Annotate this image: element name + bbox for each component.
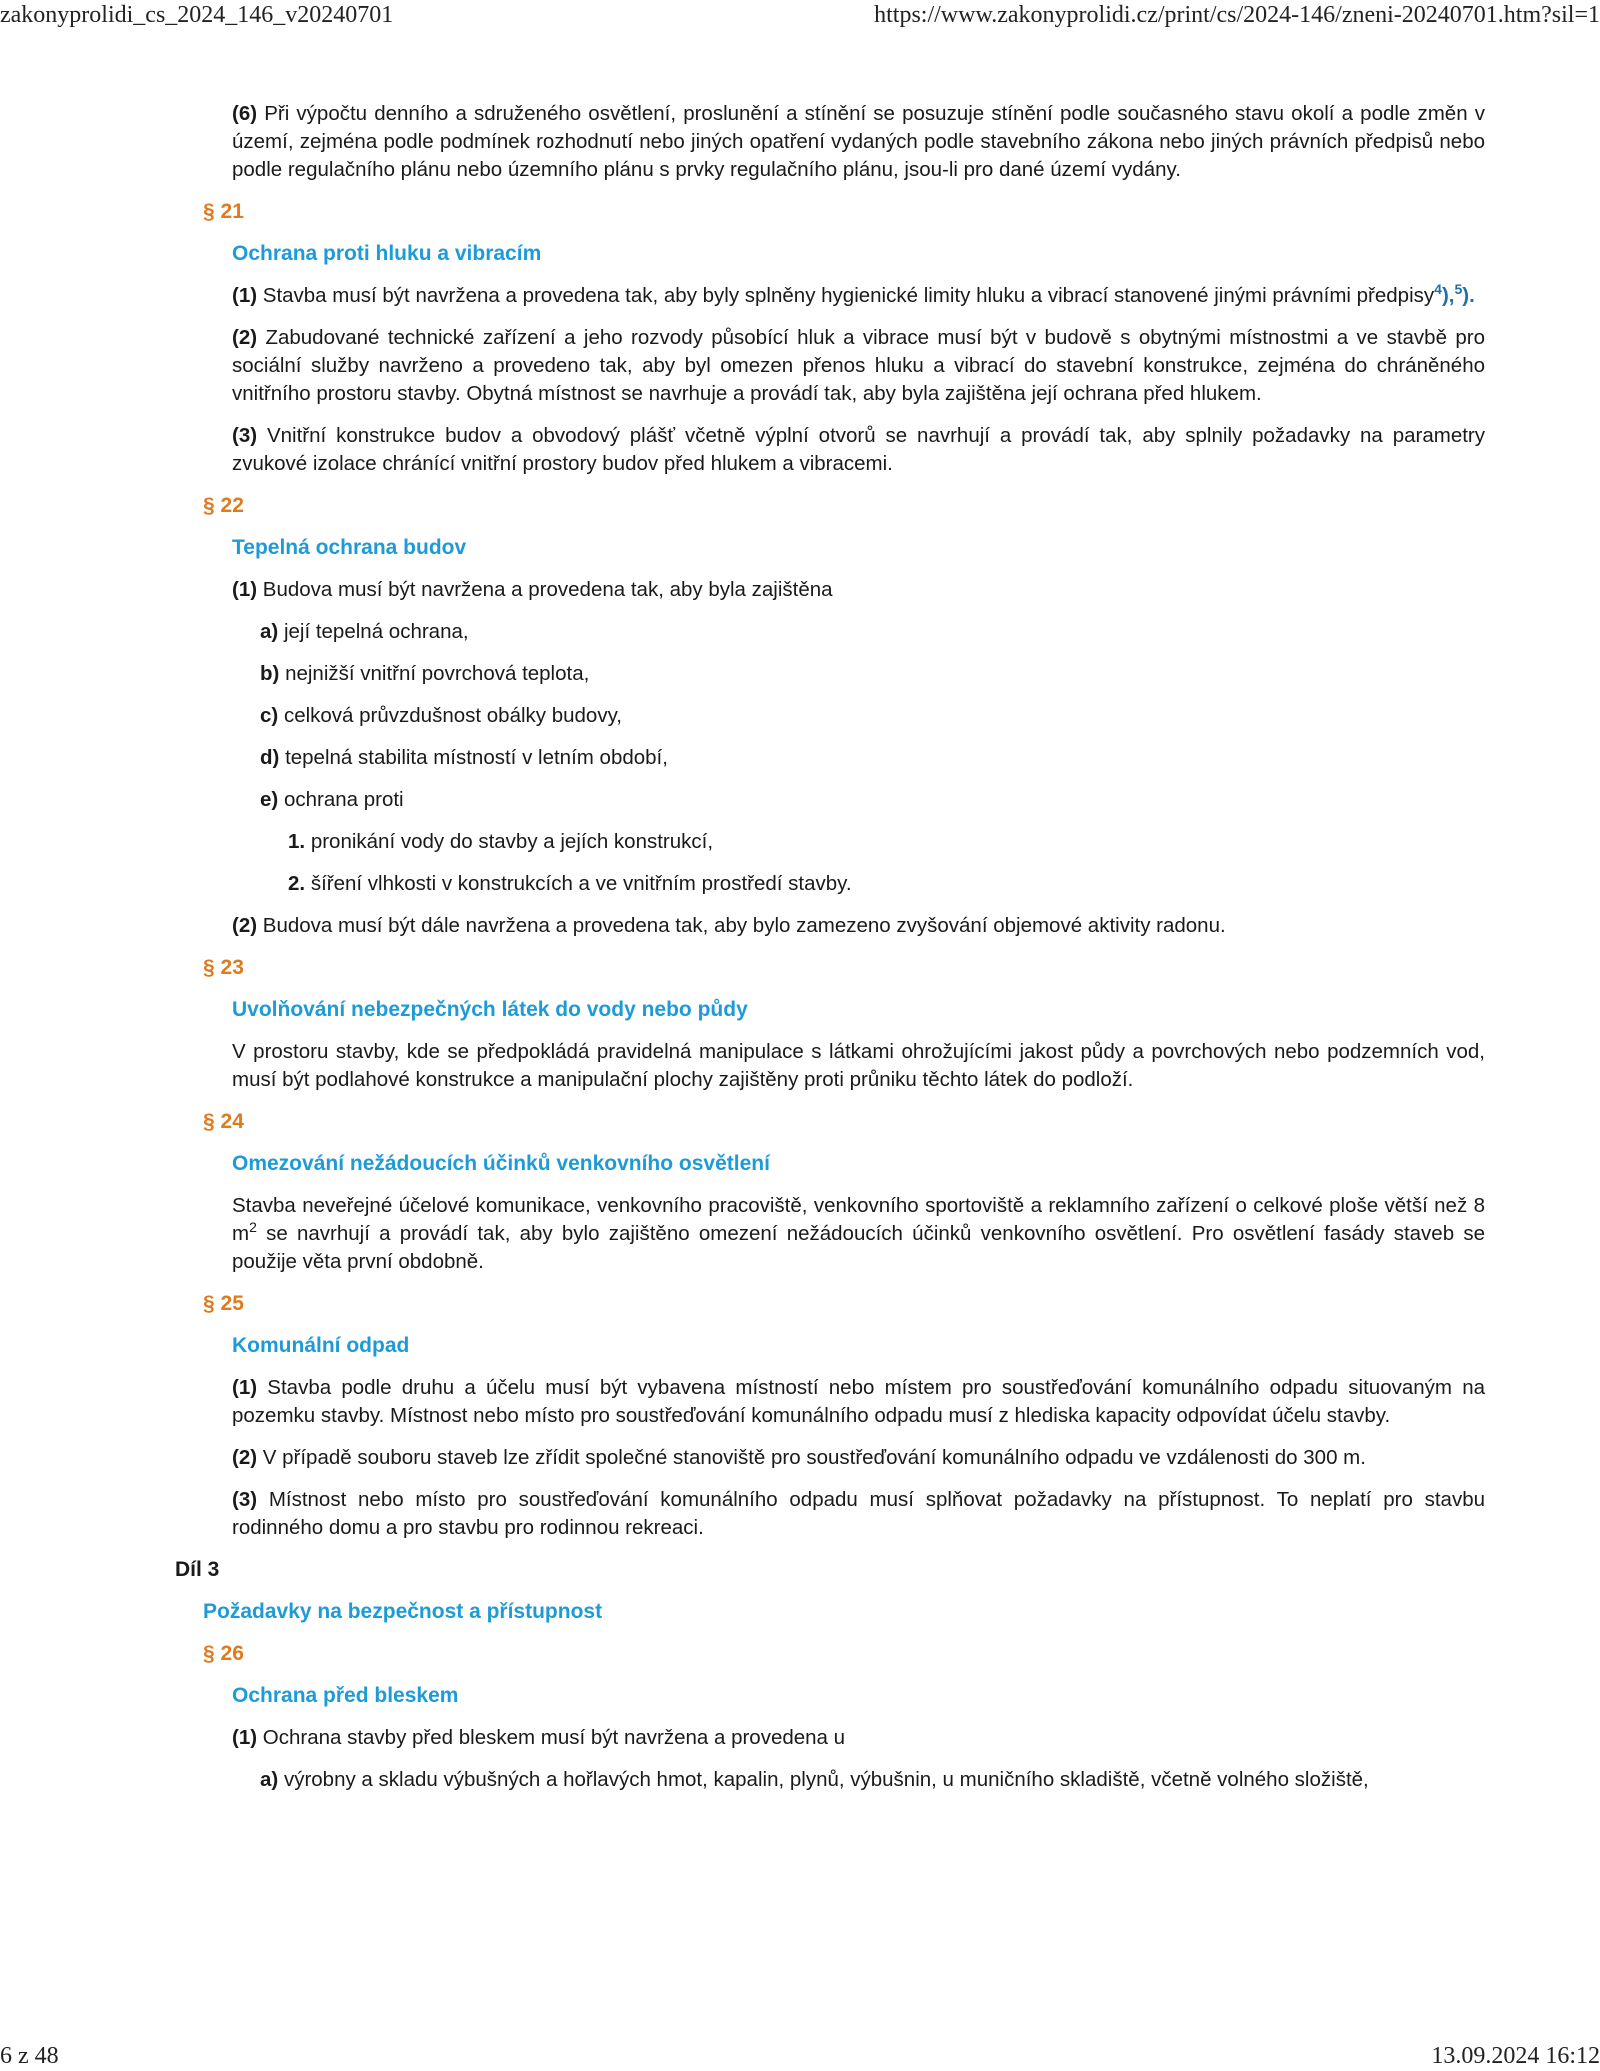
paragraph-text: V případě souboru staveb lze zřídit společné stanoviště pro soustřeďování komunálního odpadu ve vzdálenosti do 300 m.	[262, 1446, 1366, 1469]
footnote-link-4[interactable]: 4	[1434, 281, 1442, 298]
list-item: d) tepelná stabilita místností v letním období,	[260, 746, 668, 769]
section-25-title: Komunální odpad	[232, 1334, 410, 1357]
paragraph-number: (2)	[232, 326, 258, 349]
paragraph-number: (1)	[232, 1726, 258, 1749]
s20-paragraph-6	[232, 100, 1485, 184]
footnote-separator: ),	[1441, 284, 1455, 307]
section-25-sign[interactable]: § 25	[203, 1292, 244, 1315]
paragraph-text: Zabudované technické zařízení a jeho rozvody působící hluk a vibrace musí být v budově s obytnými místnostmi a ve stavbě pro sociální služby navrženo a provedeno tak, aby byl omezen přenos hluku a vibrací do stavební konstrukce, zejména do chráněného vnitřního prostoru stavby. Obytná místnost se navrhuje a provádí tak, aby byla zajištěna její ochrana před hlukem.	[232, 326, 1485, 405]
s21-paragraph-3	[232, 422, 1485, 478]
paragraph-text: Místnost nebo místo pro soustřeďování komunálního odpadu musí splňovat požadavky na přístupnost. To neplatí pro stavbu rodinného domu a pro stavbu pro rodinnou rekreaci.	[232, 1488, 1486, 1539]
print-header-url: https://www.zakonyprolidi.cz/print/cs/2024-146/zneni-20240701.htm?sil=1	[874, 2, 1600, 28]
superscript: 2	[249, 1219, 257, 1236]
s22-paragraph-1	[232, 576, 1485, 604]
section-21-sign[interactable]: § 21	[203, 200, 244, 223]
s26-paragraph-1	[232, 1724, 1485, 1752]
paragraph-number: (3)	[232, 424, 258, 447]
section-24-title: Omezování nežádoucích účinků venkovního osvětlení	[232, 1152, 770, 1175]
section-26-title: Ochrana před bleskem	[232, 1684, 459, 1707]
s21-paragraph-1	[232, 282, 1485, 310]
paragraph-text: Ochrana stavby před bleskem musí být navržena a provedena u	[262, 1726, 846, 1749]
section-24-sign[interactable]: § 24	[203, 1110, 244, 1133]
paragraph-text: Budova musí být dále navržena a provedena tak, aby bylo zamezeno zvyšování objemové aktivity radonu.	[262, 914, 1226, 937]
sub-list-item: 2. šíření vlhkosti v konstrukcích a ve vnitřním prostředí stavby.	[288, 872, 852, 895]
section-23-title: Uvolňování nebezpečných látek do vody nebo půdy	[232, 998, 748, 1021]
s25-paragraph-3	[232, 1486, 1485, 1542]
footnote-close: ).	[1462, 284, 1475, 307]
print-header-title: zakonyprolidi_cs_2024_146_v20240701	[0, 2, 394, 28]
list-item: b) nejnižší vnitřní povrchová teplota,	[260, 662, 590, 685]
section-22-title: Tepelná ochrana budov	[232, 536, 467, 559]
part-3-title: Požadavky na bezpečnost a přístupnost	[203, 1600, 603, 1623]
paragraph-text: Vnitřní konstrukce budov a obvodový plášť včetně výplní otvorů se navrhují a provádí tak, aby splnily požadavky na parametry zvukové izolace chránící vnitřní prostory budov před hlukem a vibracemi.	[232, 424, 1485, 475]
paragraph-number: (1)	[232, 1376, 258, 1399]
paragraph-number: (1)	[232, 578, 258, 601]
list-item: c) celková průvzdušnost obálky budovy,	[260, 704, 622, 727]
sub-list-item: 1. pronikání vody do stavby a jejích konstrukcí,	[288, 830, 714, 853]
s23-paragraph: V prostoru stavby, kde se předpokládá pravidelná manipulace s látkami ohrožujícími jakost půdy a povrchových nebo podzemních vod, musí být podlahové konstrukce a manipulační plochy zajištěny proti průniku těchto látek do podloží.	[232, 1040, 1485, 1091]
s24-paragraph: Stavba neveřejné účelové komunikace, venkovního pracoviště, venkovního sportoviště a reklamního zařízení o celkové ploše větší než 8 $m^2$ se navrhují a provádí tak, aby bylo zajištěno omezení nežádoucích účinků venkovního osvětlení. Pro osvětlení fasády staveb se použije věta první obdobně.	[232, 1194, 1485, 1273]
paragraph-text: Při výpočtu denního a sdruženého osvětlení, proslunění a stínění se posuzuje stínění podle současného stavu okolí a podle změn v území, zejména podle podmínek rozhodnutí nebo jiných opatření vydaných podle stavebního zákona nebo jiných právních předpisů nebo podle regulačního plánu nebo územního plánu s prvky regulačního plánu, jsou-li pro dané území vydány.	[232, 102, 1485, 181]
s25-paragraph-2	[232, 1444, 1485, 1472]
list-item: a) výrobny a skladu výbušných a hořlavých hmot, kapalin, plynů, výbušnin, u muničního skladiště, včetně volného složiště,	[260, 1768, 1369, 1791]
s22-paragraph-2	[232, 912, 1485, 940]
paragraph-number: (2)	[232, 1446, 258, 1469]
print-timestamp: 13.09.2024 16:12	[1431, 2043, 1600, 2069]
paragraph-text: Budova musí být navržena a provedena tak, aby byla zajištěna	[262, 578, 833, 601]
list-item: a) její tepelná ochrana,	[260, 620, 469, 643]
s25-paragraph-1	[232, 1374, 1485, 1430]
footnote-link-5[interactable]: 5	[1454, 281, 1463, 298]
paragraph-number: (2)	[232, 914, 258, 937]
paragraph-text: Stavba musí být navržena a provedena tak, aby byly splněny hygienické limity hluku a vibrací stanovené jinými právními předpisy	[262, 284, 1435, 307]
document-body	[0, 100, 1600, 1808]
paragraph-number: (3)	[232, 1488, 258, 1511]
s21-paragraph-2	[232, 324, 1485, 408]
paragraph-text: Stavba podle druhu a účelu musí být vybavena místností nebo místem pro soustřeďování komunálního odpadu situovaným na pozemku stavby. Místnost nebo místo pro soustřeďování komunálního odpadu musí z hlediska kapacity odpovídat účelu stavby.	[232, 1376, 1485, 1427]
list-item: e) ochrana proti	[260, 788, 404, 811]
page-counter: 6 z 48	[0, 2043, 59, 2069]
section-22-sign[interactable]: § 22	[203, 494, 244, 517]
paragraph-number: (6)	[232, 102, 258, 125]
paragraph-number: (1)	[232, 284, 258, 307]
section-23-sign[interactable]: § 23	[203, 956, 244, 979]
section-21-title: Ochrana proti hluku a vibracím	[232, 242, 542, 265]
part-3-label: Díl 3	[175, 1558, 220, 1581]
section-26-sign[interactable]: § 26	[203, 1642, 244, 1665]
